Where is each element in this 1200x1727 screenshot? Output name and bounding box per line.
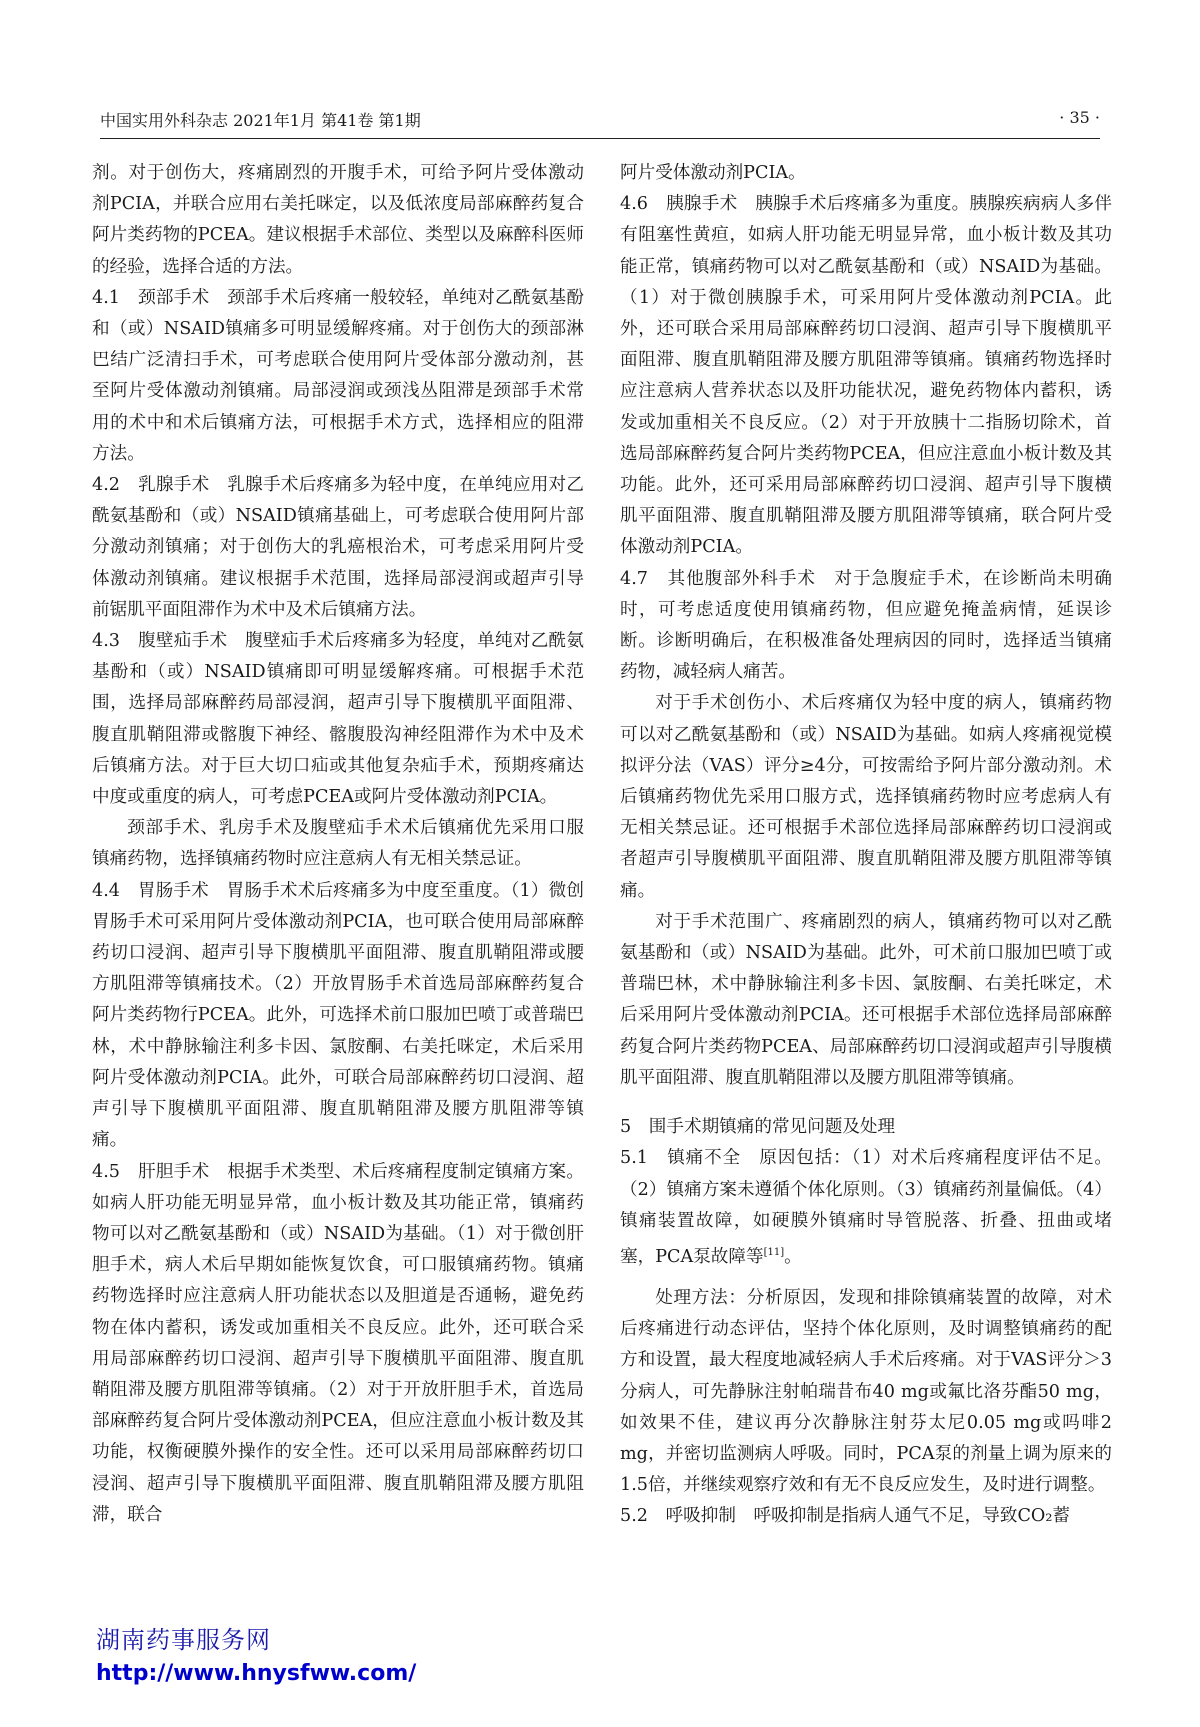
left-column [92,158,584,1531]
paragraph: 剂。对于创伤大，疼痛剧烈的开腹手术，可给予阿片受体激动剂PCIA，并联合应用右美托咪定，以及低浓度局部麻醉药复合阿片类药物的PCEA。建议根据手术部位、类型以及麻醉科医师的经验，选择合适的方法。 [92,163,584,277]
page-number: · 35 · [1059,108,1100,127]
paragraph: 对于手术范围广、疼痛剧烈的病人，镇痛药物可以对乙酰氨基酚和（或）NSAID为基础。此外，可术前口服加巴喷丁或普瑞巴林，术中静脉输注利多卡因、氯胺酮、右美托咪定，术后采用阿片受体激动剂PCIA。还可根据手术部位选择局部麻醉药复合阿片类药物PCEA、局部麻醉药切口浸润或超声引导腹横肌平面阻滞、腹直肌鞘阻滞以及腰方肌阻滞等镇痛。 [620,911,1112,1088]
watermark-name: 湖南药事服务网 [96,1626,271,1654]
paragraph: 阿片受体激动剂PCIA。 [620,163,806,183]
watermark [96,1622,416,1690]
section-heading: 5 围手术期镇痛的常见问题及处理 [620,1117,896,1138]
citation-ref: [11] [763,1246,785,1258]
watermark-url: http://www.hnysfww.com/ [96,1661,417,1686]
running-header [100,108,1100,134]
paragraph: 颈部手术、乳房手术及腹壁疝手术术后镇痛优先采用口服镇痛药物，选择镇痛药物时应注意病人有无相关禁忌证。 [92,818,584,870]
paragraph: 4.2 乳腺手术 乳腺手术后疼痛多为轻中度，在单纯应用对乙酰氨基酚和（或）NSAID镇痛基础上，可考虑联合使用阿片部分激动剂镇痛；对于创伤大的乳癌根治术，可考虑采用阿片受体激动剂镇痛。建议根据手术范围，选择局部浸润或超声引导前锯肌平面阻滞作为术中及术后镇痛方法。 [92,475,584,620]
paragraph-text: 5.1 镇痛不全 原因包括：（1）对术后疼痛程度评估不足。（2）镇痛方案未遵循个体化原则。（3）镇痛药剂量偏低。（4）镇痛装置故障，如硬膜外镇痛时导管脱落、折叠、扭曲或堵塞，PCA泵故障等 [620,1148,1112,1267]
paragraph: 4.5 肝胆手术 根据手术类型、术后疼痛程度制定镇痛方案。如病人肝功能无明显异常，血小板计数及其功能正常，镇痛药物可以对乙酰氨基酚和（或）NSAID为基础。（1）对于微创肝胆手术，病人术后早期如能恢复饮食，可口服镇痛药物。镇痛药物选择时应注意病人肝功能状态以及胆道是否通畅，避免药物在体内蓄积，诱发或加重相关不良反应。此外，还可联合采用局部麻醉药切口浸润、超声引导下腹横肌平面阻滞、腹直肌鞘阻滞及腰方肌阻滞等镇痛。（2）对于开放肝胆手术，首选局部麻醉药复合阿片受体激动剂PCEA，但应注意血小板计数及其功能，权衡硬膜外操作的安全性。还可以采用局部麻醉药切口浸润、超声引导下腹横肌平面阻滞、腹直肌鞘阻滞及腰方肌阻滞，联合 [92,1161,584,1525]
paragraph: 4.1 颈部手术 颈部手术后疼痛一般较轻，单纯对乙酰氨基酚和（或）NSAID镇痛多可明显缓解疼痛。对于创伤大的颈部淋巴结广泛清扫手术，可考虑联合使用阿片受体部分激动剂，甚至阿片受体激动剂镇痛。局部浸润或颈浅丛阻滞是颈部手术常用的术中和术后镇痛方法，可根据手术方式，选择相应的阻滞方法。 [92,287,584,464]
paragraph: 处理方法：分析原因，发现和排除镇痛装置的故障，对术后疼痛进行动态评估，坚持个体化原则，及时调整镇痛药的配方和设置，最大程度地减轻病人手术后疼痛。对于VAS评分＞3分病人，可先静脉注射帕瑞昔布40 mg或氟比洛芬酯50 mg，如效果不佳，建议再分次静脉注射芬太尼0.05 mg或吗啡2 mg，并密切监测病人呼吸。同时，PCA泵的剂量上调为原来的1.5倍，并继续观察疗效和有无不良反应发生，及时进行调整。 [620,1287,1112,1496]
paragraph: 4.7 其他腹部外科手术 对于急腹症手术，在诊断尚未明确时，可考虑适度使用镇痛药物，但应避免掩盖病情，延误诊断。诊断明确后，在积极准备处理病因的同时，选择适当镇痛药物，减轻病人痛苦。 [620,568,1112,683]
right-column [620,158,1112,1533]
paragraph: 4.3 腹壁疝手术 腹壁疝手术后疼痛多为轻度，单纯对乙酰氨基酚和（或）NSAID镇痛即可明显缓解疼痛。可根据手术范围，选择局部麻醉药局部浸润，超声引导下腹横肌平面阻滞、腹直肌鞘阻滞或髂腹下神经、髂腹股沟神经阻滞作为术中及术后镇痛方法。对于巨大切口疝或其他复杂疝手术，预期疼痛达中度或重度的病人，可考虑PCEA或阿片受体激动剂PCIA。 [92,631,584,808]
paragraph [620,1143,1112,1273]
header-rule [100,138,1100,139]
paragraph: 对于手术创伤小、术后疼痛仅为轻中度的病人，镇痛药物可以对乙酰氨基酚和（或）NSAID为基础。如病人疼痛视觉模拟评分法（VAS）评分≥4分，可按需给予阿片部分激动剂。术后镇痛药物优先采用口服方式，选择镇痛药物时应考虑病人有无相关禁忌证。还可根据手术部位选择局部麻醉药切口浸润或者超声引导腹横肌平面阻滞、腹直肌鞘阻滞及腰方肌阻滞等镇痛。 [620,693,1112,901]
paragraph: 4.4 胃肠手术 胃肠手术术后疼痛多为中度至重度。（1）微创胃肠手术可采用阿片受体激动剂PCIA，也可联合使用局部麻醉药切口浸润、超声引导下腹横肌平面阻滞、腹直肌鞘阻滞或腰方肌阻滞等镇痛技术。（2）开放胃肠手术首选局部麻醉药复合阿片类药物行PCEA。此外，可选择术前口服加巴喷丁或普瑞巴林，术中静脉输注利多卡因、氯胺酮、右美托咪定，术后采用阿片受体激动剂PCIA。此外，可联合局部麻醉药切口浸润、超声引导下腹横肌平面阻滞、腹直肌鞘阻滞及腰方肌阻滞等镇痛。 [92,880,584,1151]
paragraph: 4.6 胰腺手术 胰腺手术后疼痛多为重度。胰腺疾病病人多伴有阻塞性黄疸，如病人肝功能无明显异常，血小板计数及其功能正常，镇痛药物可以对乙酰氨基酚和（或）NSAID为基础。（1）对于微创胰腺手术，可采用阿片受体激动剂PCIA。此外，还可联合采用局部麻醉药切口浸润、超声引导下腹横肌平面阻滞、腹直肌鞘阻滞及腰方肌阻滞等镇痛。镇痛药物选择时应注意病人营养状态以及肝功能状况，避免药物体内蓄积，诱发或加重相关不良反应。（2）对于开放胰十二指肠切除术，首选局部麻醉药复合阿片类药物PCEA，但应注意血小板计数及其功能。此外，还可采用局部麻醉药切口浸润、超声引导下腹横肌平面阻滞、腹直肌鞘阻滞及腰方肌阻滞等镇痛，联合阿片受体激动剂PCIA。 [620,194,1112,558]
paragraph: 5.2 呼吸抑制 呼吸抑制是指病人通气不足，导致CO₂蓄 [620,1506,1070,1527]
paragraph-tail: 。 [784,1246,802,1267]
journal-info: 中国实用外科杂志 2021年1月 第41卷 第1期 [100,111,421,130]
